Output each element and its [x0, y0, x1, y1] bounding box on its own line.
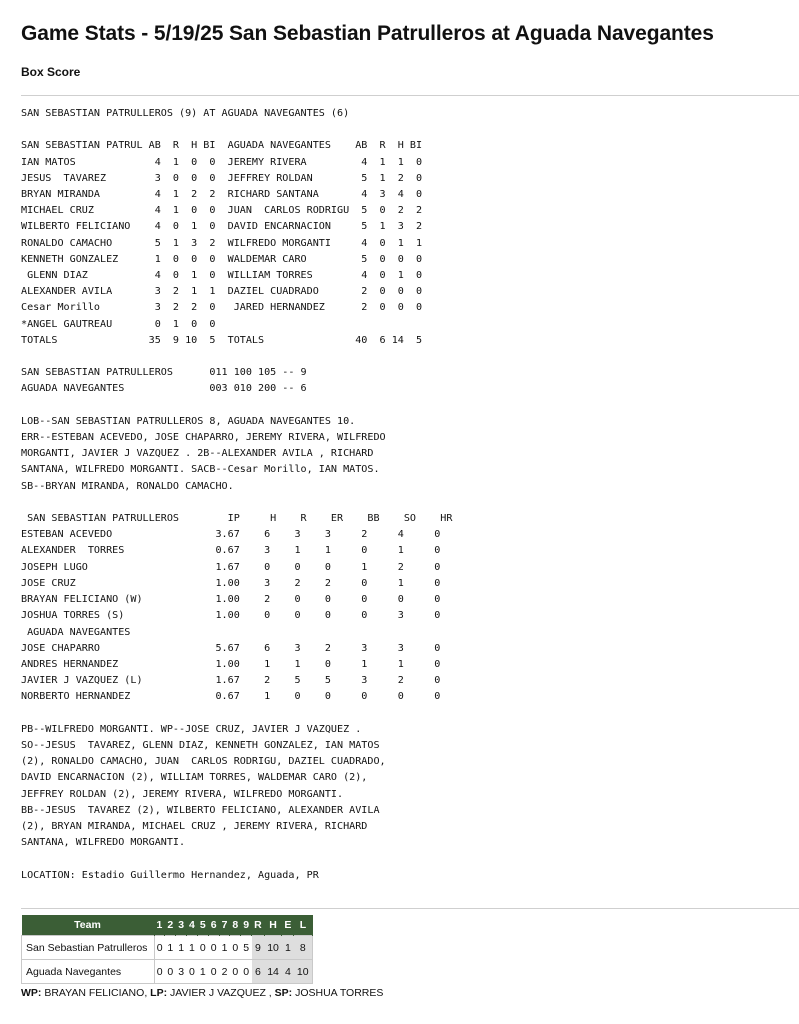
linescore-hits: 14 — [264, 960, 282, 984]
linescore-inning: 0 — [230, 960, 241, 984]
linescore-header-row — [22, 915, 313, 936]
linescore-inning: 0 — [187, 960, 198, 984]
linescore-lob: 8 — [294, 936, 312, 960]
linescore-header-col: L — [294, 915, 312, 936]
linescore-inning: 0 — [208, 936, 219, 960]
winning-pitcher: BRAYAN FELICIANO — [44, 987, 145, 999]
linescore-inning: 1 — [187, 936, 198, 960]
linescore-header-team: Team — [22, 915, 155, 936]
linescore-inning: 5 — [241, 936, 252, 960]
divider-bottom — [21, 908, 799, 909]
box-score-text: SAN SEBASTIAN PATRULLEROS (9) AT AGUADA NAVEGANTES (6) SAN SEBASTIAN PATRUL AB R H BI AGUADA NAVEGANTES AB R H BI IAN MATOS 4 1 0 0 JEREMY RIVERA 4 1 1 0 JESUS TAVAREZ 3 0 0 0 JEFFREY ROLDAN 5 1 2 0 BRYAN MIRANDA 4 1 2 2 RICHARD SANTANA 4 3 4 0 MICHAEL CRUZ 4 1 0 0 JUAN CARLOS RODRIGU 5 0 2 2 WILBERTO FELICIANO 4 0 1 0 DAVID ENCARNACION 5 1 3 2 RONALDO CAMACHO 5 1 3 2 WILFREDO MORGANTI 4 0 1 1 KENNETH GONZALEZ 1 0 0 0 WALDEMAR CARO 5 0 0 0 GLENN DIAZ 4 0 1 0 WILLIAM TORRES 4 0 1 0 ALEXANDER AVILA 3 2 1 1 DAZIEL CUADRADO 2 0 0 0 Cesar Morillo 3 2 2 0 JARED HERNANDEZ 2 0 0 0 *ANGEL GAUTREAU 0 1 0 0 TOTALS 35 9 10 5 TOTALS 40 6 14 5 SAN SEBASTIAN PATRULLEROS 011 100 105 -- 9 AGUADA NAVEGANTES 003 010 200 -- 6 LOB--SAN SEBASTIAN PATRULLEROS 8, AGUADA NAVEGANTES 10. ERR--ESTEBAN ACEVEDO, JOSE CHAPARRO, JEREMY RIVERA, WILFREDO MORGANTI, JAVIER J VAZQUEZ . 2B--ALEXANDER AVILA , RICHARD SANTANA, WILFREDO MORGANTI. SACB--Cesar Morillo, IAN MATOS. SB--BRYAN MIRANDA, RONALDO CAMACHO. SAN SEBASTIAN PATRULLEROS IP H R ER BB SO HR ESTEBAN ACEVEDO 3.67 6 3 3 2 4 0 ALEXANDER TORRES 0.67 3 1 1 0 1 0 JOSEPH LUGO 1.67 0 0 0 1 2 0 JOSE CRUZ 1.00 3 2 2 0 1 0 BRAYAN FELICIANO (W) 1.00 2 0 0 0 0 0 JOSHUA TORRES (S) 1.00 0 0 0 0 3 0 AGUADA NAVEGANTES JOSE CHAPARRO 5.67 6 3 2 3 3 0 ANDRES HERNANDEZ 1.00 1 1 0 1 1 0 JAVIER J VAZQUEZ (L) 1.67 2 5 5 3 2 0 NORBERTO HERNANDEZ 0.67 1 0 0 0 0 0 PB--WILFREDO MORGANTI. WP--JOSE CRUZ, JAVIER J VAZQUEZ . SO--JESUS TAVAREZ, GLENN DIAZ, KENNETH GONZALEZ, IAN MATOS (2), RONALDO CAMACHO, JUAN CARLOS RODRIGU, DAZIEL CUADRADO, DAVID ENCARNACION (2), WILLIAM TORRES, WALDEMAR CARO (2), JEFFREY ROLDAN (2), JEREMY RIVERA, WILFREDO MORGANTI. BB--JESUS TAVAREZ (2), WILBERTO FELICIANO, ALEXANDER AVILA (2), BRYAN MIRANDA, MICHAEL CRUZ , JEREMY RIVERA, RICHARD SANTANA, WILFREDO MORGANTI. LOCATION: Estadio Guillermo Hernandez, Aguada, PR — [21, 108, 453, 881]
linescore-inning: 0 — [154, 960, 165, 984]
divider-top — [21, 95, 799, 96]
losing-pitcher: JAVIER J VAZQUEZ — [170, 987, 266, 999]
page-title: Game Stats - 5/19/25 San Sebastian Patrulleros at Aguada Navegantes — [21, 22, 714, 45]
pitching-decisions: WP: BRAYAN FELICIANO, LP: JAVIER J VAZQUEZ , SP: JOSHUA TORRES — [21, 987, 384, 999]
linescore-inning: 1 — [165, 936, 176, 960]
linescore-header-col: 8 — [230, 915, 241, 936]
linescore-hits: 10 — [264, 936, 282, 960]
linescore-runs: 9 — [252, 936, 265, 960]
linescore-header-col: 4 — [187, 915, 198, 936]
linescore-header-col: 6 — [208, 915, 219, 936]
linescore-runs: 6 — [252, 960, 265, 984]
linescore-table — [21, 915, 313, 984]
linescore-team-name: San Sebastian Patrulleros — [22, 936, 155, 960]
linescore-inning: 1 — [197, 960, 208, 984]
linescore-errors: 4 — [282, 960, 294, 984]
linescore-inning: 1 — [219, 936, 230, 960]
linescore-header-col: 3 — [176, 915, 187, 936]
linescore-inning: 0 — [197, 936, 208, 960]
save-pitcher: JOSHUA TORRES — [295, 987, 384, 999]
linescore-inning: 3 — [176, 960, 187, 984]
wp-label: WP: — [21, 987, 42, 999]
linescore-header-col: 7 — [219, 915, 230, 936]
linescore-header-col: 2 — [165, 915, 176, 936]
linescore-team-name: Aguada Navegantes — [22, 960, 155, 984]
linescore-lob: 10 — [294, 960, 312, 984]
linescore-inning: 0 — [208, 960, 219, 984]
linescore-inning: 0 — [241, 960, 252, 984]
linescore-header-col: H — [264, 915, 282, 936]
linescore-inning: 0 — [154, 936, 165, 960]
lp-label: LP: — [150, 987, 168, 999]
linescore-inning: 0 — [165, 960, 176, 984]
linescore-header-col: E — [282, 915, 294, 936]
linescore-inning: 1 — [176, 936, 187, 960]
sp-label: SP: — [274, 987, 293, 999]
linescore-row — [22, 960, 313, 984]
linescore-header-col: 9 — [241, 915, 252, 936]
section-title-box-score: Box Score — [21, 65, 81, 79]
linescore-row — [22, 936, 313, 960]
linescore-header-col: 1 — [154, 915, 165, 936]
linescore-inning: 2 — [219, 960, 230, 984]
linescore-inning: 0 — [230, 936, 241, 960]
linescore-header-col: 5 — [197, 915, 208, 936]
linescore-errors: 1 — [282, 936, 294, 960]
linescore-header-col: R — [252, 915, 265, 936]
